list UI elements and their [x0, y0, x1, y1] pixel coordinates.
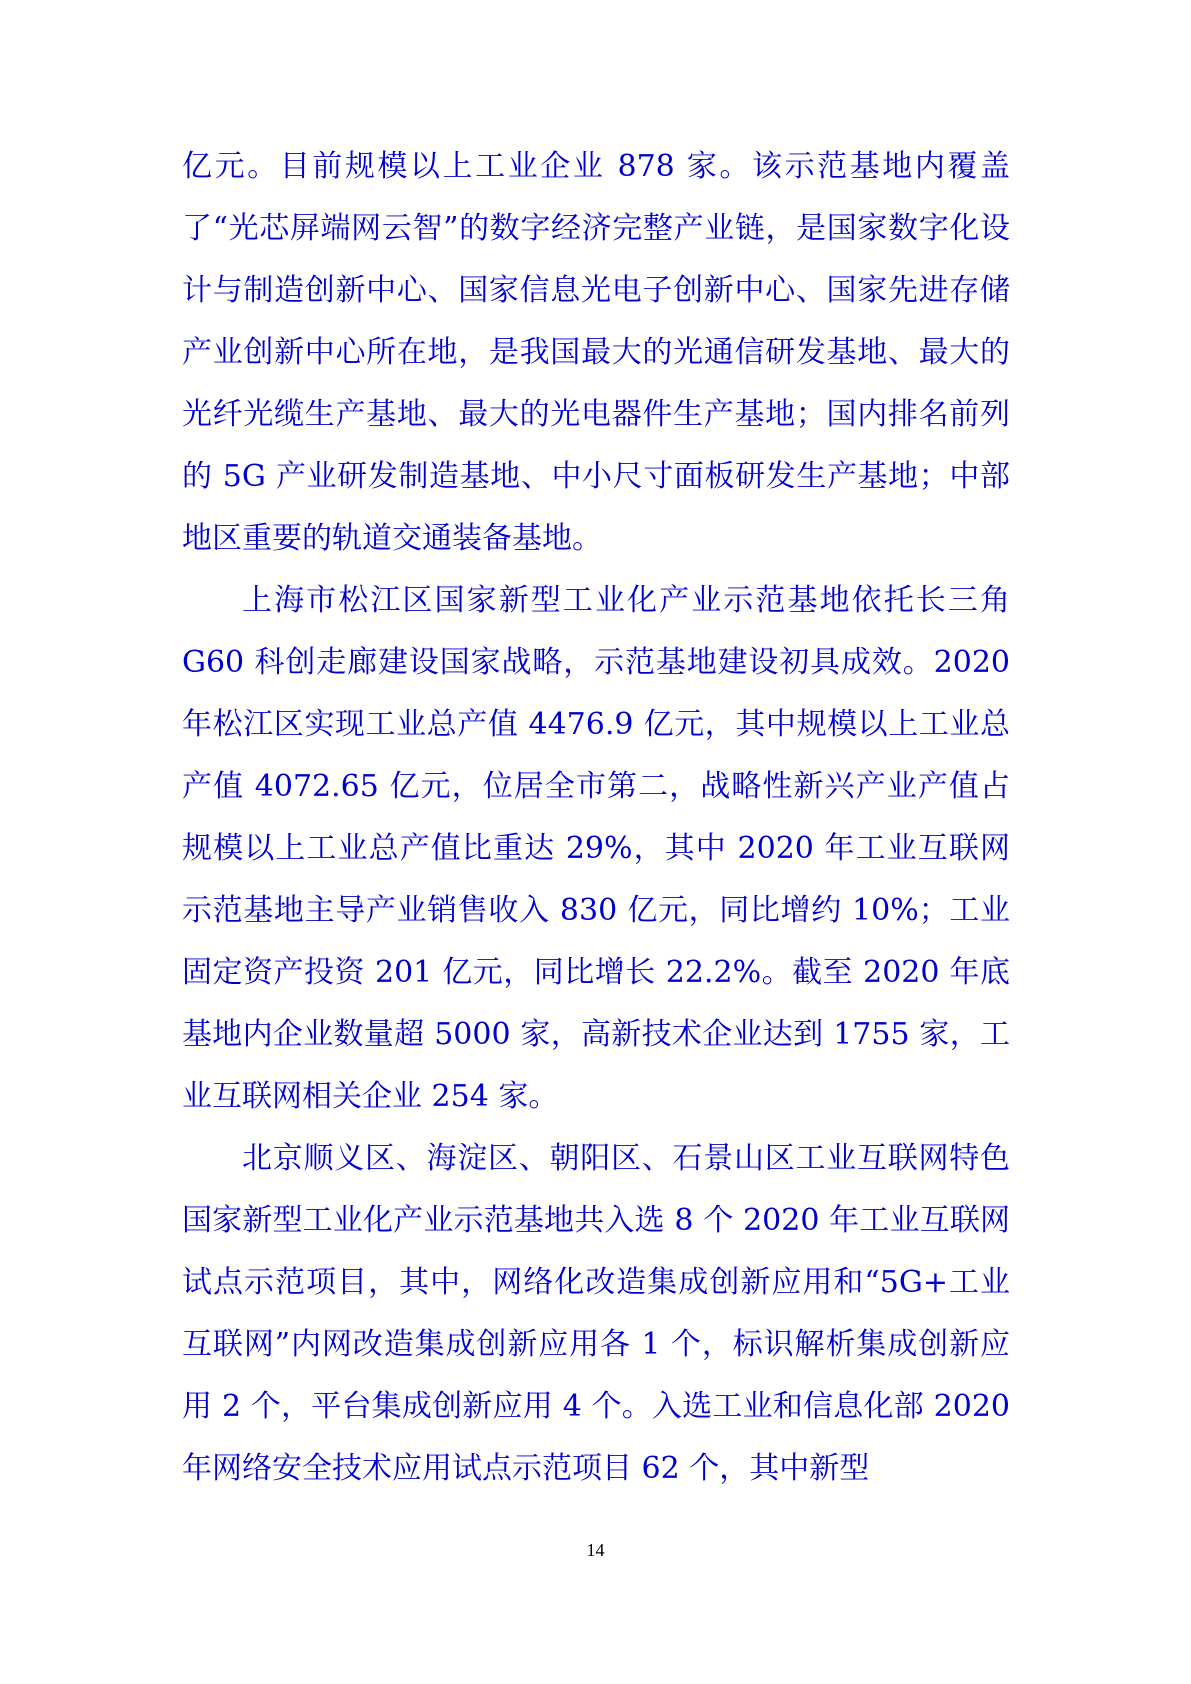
paragraph-3: 北京顺义区、海淀区、朝阳区、石景山区工业互联网特色国家新型工业化产业示范基地共入选 8 个 2020 年工业互联网试点示范项目，其中，网络化改造集成创新应用和“5G+工业互联网”内网改造集成创新应用各 1 个，标识解析集成创新应用 2 个，平台集成创新应用 4 个。入选工业和信息化部 2020 年网络安全技术应用试点示范项目 62 个，其中新型 [182, 1141, 1010, 1486]
paragraph-1: 亿元。目前规模以上工业企业 878 家。该示范基地内覆盖了“光芯屏端网云智”的数字经济完整产业链，是国家数字化设计与制造创新中心、国家信息光电子创新中心、国家先进存储产业创新中心所在地，是我国最大的光通信研发基地、最大的光纤光缆生产基地、最大的光电器件生产基地；国内排名前列的 5G 产业研发制造基地、中小尺寸面板研发生产基地；中部地区重要的轨道交通装备基地。 [182, 149, 1010, 556]
page-number: 14 [586, 1540, 605, 1560]
body-text [182, 136, 1010, 1500]
paragraph-2: 上海市松江区国家新型工业化产业示范基地依托长三角 G60 科创走廊建设国家战略，示范基地建设初具成效。2020 年松江区实现工业总产值 4476.9 亿元，其中规模以上工业总产值 4072.65 亿元，位居全市第二，战略性新兴产业产值占规模以上工业总产值比重达 29%，其中 2020 年工业互联网示范基地主导产业销售收入 830 亿元，同比增约 10%；工业固定资产投资 201 亿元，同比增长 22.2%。截至 2020 年底基地内企业数量超 5000 家，高新技术企业达到 1755 家，工业互联网相关企业 254 家。 [182, 583, 1010, 1114]
